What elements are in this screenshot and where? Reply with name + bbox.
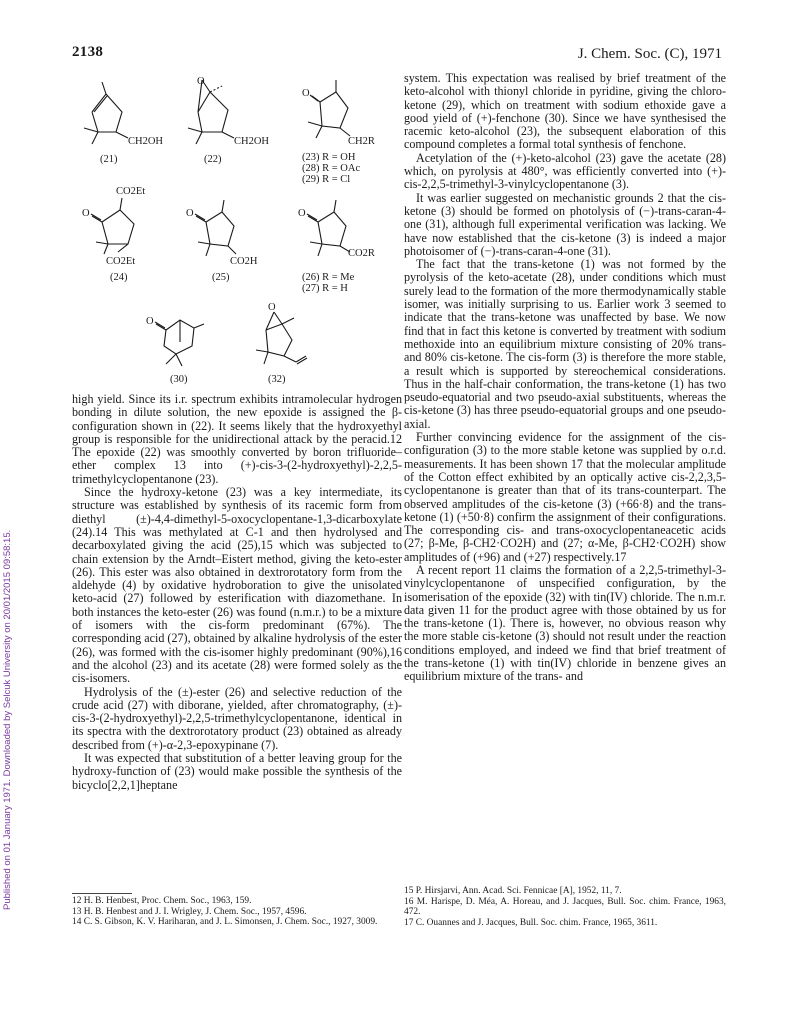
label-25: (25): [212, 272, 230, 283]
footnote-17: 17 C. Ouannes and J. Jacques, Bull. Soc. chim. France, 1965, 3611.: [404, 917, 658, 928]
structure-26-27: [307, 200, 350, 256]
paragraph: system. This expectation was realised by brief treatment of the keto-alcohol with thionyl chloride in pyridine, giving the chloro-ketone (29), which on treatment with sodium ethoxide gave a good yield of (+)-fenchone (30). Since we have synthesised the racemic keto-alcohol (23), the subsequent elaboration of this compound completes a formal total synthesis of fenchone.: [404, 71, 726, 152]
paragraph: Since the hydroxy-ketone (23) was a key intermediate, its structure was established by synthesis of its racemic form from diethyl (±)-4,4-dimethyl-5-oxocyclopentane-1,3-dicarboxylate (24).14 This was methylated at C-1 and then hydrolysed and decarboxylated giving the acid (25),15 which was subjected to chain extension by the Arndt–Eistert method, giving the keto-ester (26). This ester was also obtained in dextrorotatory form from the aldehyde (4) by oxidative hydroboration to give the unisolated keto-acid (27) followed by esterification with diazomethane. In both instances the keto-ester (26) was found (n.m.r.) to be a mixture of isomers with the cis-form predominant (67%). The corresponding acid (27), obtained by alkaline hydrolysis of the ester (26), was formed with the cis-isomer highly predominant (90%),16 and the alcohol (23) and its acetate (28) were formed solely as the cis-isomers.: [72, 485, 402, 686]
footnote-16: 16 M. Harispe, D. Méa, A. Horeau, and J. Jacques, Bull. Soc. chim. France, 1963, 472.: [404, 896, 726, 918]
structure-23: [308, 80, 350, 138]
oxygen-22: O: [197, 76, 205, 87]
co2et-bottom-24: CO2Et: [106, 256, 136, 267]
label-29: (29) R = Cl: [302, 174, 351, 185]
ch2oh-22: CH2OH: [234, 136, 270, 147]
label-22: (22): [204, 154, 222, 165]
oxygen-24: O: [82, 208, 90, 219]
paragraph: It was earlier suggested on mechanistic grounds 2 that the cis-ketone (3) should be formed on photolysis of (−)-trans-caran-4-one (31), although full experimental verification was lacking. We have now established that the cis-ketone (3) is indeed a major photoisomer of (−)-trans-caran-4-one (31).: [404, 190, 726, 258]
label-30: (30): [170, 374, 188, 385]
publication-sidebar[interactable]: Published on 01 January 1971. Downloaded by Selcuk University on 20/01/2015 09:58:15.: [2, 529, 13, 911]
structure-30: [155, 320, 204, 366]
journal-header: J. Chem. Soc. (C), 1971: [577, 46, 722, 62]
paragraph: A recent report 11 claims the formation of a 2,2,5-trimethyl-3-vinylcyclopentanone of unspecified configuration, by the isomerisation of the epoxide (32) with tin(IV) chloride. The n.m.r. data given 11 for the product agree with those obtained by us for the trans-ketone (1). There is, however, no obvious reason why the more stable cis-ketone (3) should not result under the reaction conditions employed, and indeed we find that brief treatment of the trans-ketone (1) with tin(IV) chloride in benzene gives an equilibrium mixture of the trans- and: [404, 562, 726, 684]
paragraph: Hydrolysis of the (±)-ester (26) and selective reduction of the crude acid (27) with diborane, yielded, after chromatography, (±)-cis-3-(2-hydroxyethyl)-2,2,5-trimethylcyclopentanone, identical in its spectra with the dextrorotatory product (23) obtained as already described from (+)-α-2,3-epoxypinane (7).: [72, 684, 402, 752]
structure-25: [195, 200, 236, 256]
structure-24: [91, 198, 134, 254]
oxygen-23: O: [302, 88, 310, 99]
oxygen-25: O: [186, 208, 194, 219]
paragraph: The fact that the trans-ketone (1) was not formed by the pyrolysis of the keto-acetate (28), under conditions which must surely lead to the formation of the more thermodynamically stable isomer, was initially surprising to us. Earlier work 3 seemed to indicate that the trans-ketone was unaffected by base. We now find that in fact this ketone is converted by treatment with sodium methoxide into an equilibrium mixture consisting of 20% trans- and 80% cis-ketone. The cis-form (3) is therefore the more stable, a result which is supported by stereochemical considerations. Thus in the half-chair conformation, the trans-ketone (1) has two pseudo-equatorial and two pseudo-axial substituents, whereas the cis-ketone (3) has three pseudo-equatorial groups and one pseudo-axial.: [404, 257, 726, 431]
structure-32: [256, 312, 307, 364]
co2h-25: CO2H: [230, 256, 258, 267]
structure-22: [188, 80, 234, 144]
footnote-14: 14 C. S. Gibson, K. V. Hariharan, and J. L. Simonsen, J. Chem. Soc., 1927, 3009.: [72, 917, 378, 928]
footnote-12: 12 H. B. Henbest, Proc. Chem. Soc., 1963, 159.: [72, 896, 252, 906]
footnote-13: 13 H. B. Henbest and J. I. Wrigley, J. Chem. Soc., 1957, 4596.: [72, 906, 307, 917]
oxygen-30: O: [146, 316, 154, 327]
paragraph: Further convincing evidence for the assignment of the cis-configuration (3) to the more stable ketone was supplied by o.r.d. measurements. It has been shown 17 that the molecular amplitude of the Cotton effect exhibited by an optically active cis-2,2,3,5-cyclopentanone is greater than that of its trans-counterpart. The observed amplitudes of the cis-ketone (3) (+66·8) and the trans-ketone (1) (+50·8) confirm the assignment of their configurations. The corresponding cis- and trans-oxocyclopentaneacetic acids (27; β-Me, β-CH2·CO2H) and (27; α-Me, β-CH2·CO2H) show amplitudes of (+96) and (+27) respectively.17: [404, 430, 726, 564]
page-number: 2138: [72, 44, 104, 60]
footnote-15: 15 P. Hirsjarvi, Ann. Acad. Sci. Fennicae [A], 1952, 11, 7.: [404, 886, 622, 896]
co2r-26: CO2R: [348, 248, 375, 259]
label-21: (21): [100, 154, 118, 165]
label-28: (28) R = OAc: [302, 163, 361, 174]
label-23: (23) R = OH: [302, 152, 356, 163]
structure-21: [84, 82, 128, 144]
left-column: [72, 393, 402, 792]
ch2r-23: CH2R: [348, 136, 375, 147]
chemical-structures: [70, 72, 400, 388]
right-column: [404, 72, 726, 684]
ch2oh-21: CH2OH: [128, 136, 164, 147]
paragraph: It was expected that substitution of a better leaving group for the hydroxy-function of (23) would make possible the synthesis of the bicyclo[2,2,1]heptane: [72, 751, 402, 792]
label-24: (24): [110, 272, 128, 283]
paragraph: high yield. Since its i.r. spectrum exhibits intramolecular hydrogen bonding in dilute solution, the new epoxide is assigned the β-configuration shown in (22). It seems likely that the hydroxyethyl group is responsible for the unidirectional attack by the peracid.12 The epoxide (22) was smoothly converted by boron trifluoride–ether complex 13 into (+)-cis-3-(2-hydroxyethyl)-2,2,5-trimethylcyclopentanone (23).: [72, 392, 402, 486]
co2et-top-24: CO2Et: [116, 186, 146, 197]
paragraph: Acetylation of the (+)-keto-alcohol (23) gave the acetate (28) which, on pyrolysis at 480°, was efficiently converted into (+)-cis-2,2,5-trimethyl-3-vinylcyclopentanone (3).: [404, 150, 726, 192]
oxygen-26: O: [298, 208, 306, 219]
label-32: (32): [268, 374, 286, 385]
label-26: (26) R = Me: [302, 272, 355, 283]
oxygen-32: O: [268, 302, 276, 313]
footnotes-left: [72, 896, 402, 928]
footnote-rule-left: [72, 893, 132, 894]
footnotes-right: [404, 886, 726, 928]
label-27: (27) R = H: [302, 283, 348, 294]
